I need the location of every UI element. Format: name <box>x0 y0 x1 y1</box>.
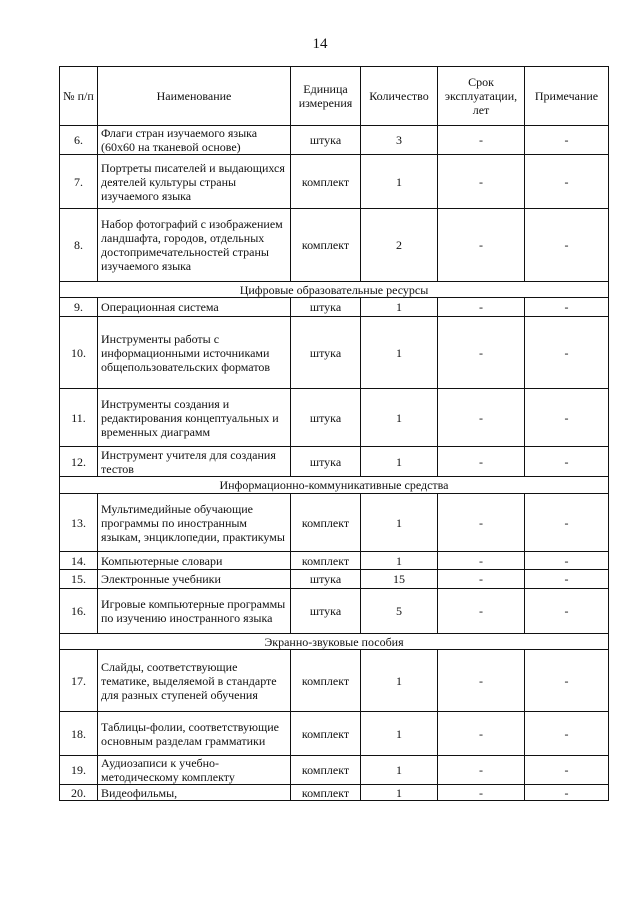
table-row <box>60 155 609 209</box>
cell-note: - <box>525 126 609 155</box>
cell-name: Мультимедийные обучающие программы по иностранным языкам, энциклопедии, практикумы <box>98 494 291 552</box>
cell-name: Операционная система <box>98 298 291 317</box>
cell-note: - <box>525 552 609 570</box>
cell-qty: 1 <box>361 155 438 209</box>
cell-qty: 1 <box>361 389 438 447</box>
cell-num: 16. <box>60 589 98 634</box>
table-row <box>60 126 609 155</box>
cell-note: - <box>525 756 609 785</box>
cell-life: - <box>438 785 525 801</box>
cell-num: 12. <box>60 447 98 477</box>
table-body <box>60 126 609 801</box>
header-qty: Количество <box>361 67 438 126</box>
cell-qty: 1 <box>361 650 438 712</box>
section-title: Информационно-коммуникативные средства <box>60 477 609 494</box>
cell-life: - <box>438 589 525 634</box>
cell-unit: штука <box>291 589 361 634</box>
table-row <box>60 570 609 589</box>
cell-note: - <box>525 494 609 552</box>
cell-life: - <box>438 712 525 756</box>
header-life: Срок эксплуатации, лет <box>438 67 525 126</box>
cell-unit: комплект <box>291 155 361 209</box>
cell-unit: штука <box>291 447 361 477</box>
cell-qty: 5 <box>361 589 438 634</box>
cell-num: 19. <box>60 756 98 785</box>
cell-qty: 1 <box>361 552 438 570</box>
cell-unit: штука <box>291 126 361 155</box>
header-unit: Единица измерения <box>291 67 361 126</box>
table-row <box>60 298 609 317</box>
cell-name: Портреты писателей и выдающихся деятелей культуры страны изучаемого языка <box>98 155 291 209</box>
cell-name: Инструменты работы с информационными источниками общепользовательских форматов <box>98 317 291 389</box>
cell-note: - <box>525 447 609 477</box>
cell-qty: 1 <box>361 494 438 552</box>
cell-note: - <box>525 650 609 712</box>
cell-name: Флаги стран изучаемого языка (60х60 на тканевой основе) <box>98 126 291 155</box>
cell-unit: штука <box>291 389 361 447</box>
table-row <box>60 447 609 477</box>
table-row <box>60 389 609 447</box>
cell-qty: 1 <box>361 756 438 785</box>
equipment-table <box>59 66 609 801</box>
cell-life: - <box>438 756 525 785</box>
cell-qty: 1 <box>361 447 438 477</box>
cell-unit: комплект <box>291 785 361 801</box>
cell-life: - <box>438 126 525 155</box>
cell-unit: штука <box>291 317 361 389</box>
cell-num: 11. <box>60 389 98 447</box>
cell-note: - <box>525 155 609 209</box>
table-row <box>60 494 609 552</box>
cell-num: 9. <box>60 298 98 317</box>
section-row <box>60 477 609 494</box>
cell-name: Слайды, соответствующие тематике, выделяемой в стандарте для разных ступеней обучения <box>98 650 291 712</box>
cell-name: Таблицы-фолии, соответствующие основным разделам грамматики <box>98 712 291 756</box>
section-title: Цифровые образовательные ресурсы <box>60 282 609 298</box>
cell-note: - <box>525 298 609 317</box>
cell-unit: комплект <box>291 650 361 712</box>
cell-life: - <box>438 317 525 389</box>
cell-unit: комплект <box>291 756 361 785</box>
cell-unit: комплект <box>291 209 361 282</box>
cell-life: - <box>438 155 525 209</box>
table-row <box>60 552 609 570</box>
table-row <box>60 209 609 282</box>
cell-num: 13. <box>60 494 98 552</box>
cell-qty: 1 <box>361 298 438 317</box>
cell-qty: 1 <box>361 712 438 756</box>
cell-note: - <box>525 570 609 589</box>
cell-num: 18. <box>60 712 98 756</box>
cell-note: - <box>525 317 609 389</box>
table-row <box>60 712 609 756</box>
cell-note: - <box>525 389 609 447</box>
cell-num: 15. <box>60 570 98 589</box>
cell-qty: 15 <box>361 570 438 589</box>
cell-note: - <box>525 785 609 801</box>
table-row <box>60 785 609 801</box>
cell-num: 8. <box>60 209 98 282</box>
section-row <box>60 634 609 650</box>
table-row <box>60 650 609 712</box>
cell-qty: 3 <box>361 126 438 155</box>
cell-name: Аудиозаписи к учебно-методическому комплекту <box>98 756 291 785</box>
header-name: Наименование <box>98 67 291 126</box>
header-row <box>60 67 609 126</box>
cell-name: Инструменты создания и редактирования концептуальных и временных диаграмм <box>98 389 291 447</box>
cell-unit: комплект <box>291 494 361 552</box>
cell-note: - <box>525 712 609 756</box>
cell-life: - <box>438 447 525 477</box>
cell-life: - <box>438 552 525 570</box>
cell-life: - <box>438 570 525 589</box>
page-number: 14 <box>312 36 328 52</box>
header-note: Примечание <box>525 67 609 126</box>
cell-name: Игровые компьютерные программы по изучению иностранного языка <box>98 589 291 634</box>
section-row <box>60 282 609 298</box>
cell-name: Компьютерные словари <box>98 552 291 570</box>
cell-name: Видеофильмы, <box>98 785 291 801</box>
cell-note: - <box>525 209 609 282</box>
cell-life: - <box>438 389 525 447</box>
cell-num: 14. <box>60 552 98 570</box>
cell-name: Инструмент учителя для создания тестов <box>98 447 291 477</box>
table-row <box>60 756 609 785</box>
cell-life: - <box>438 650 525 712</box>
table-row <box>60 317 609 389</box>
cell-num: 10. <box>60 317 98 389</box>
cell-name: Набор фотографий с изображением ландшафта, городов, отдельных достопримечательностей страны изучаемого языка <box>98 209 291 282</box>
cell-qty: 2 <box>361 209 438 282</box>
cell-life: - <box>438 298 525 317</box>
cell-note: - <box>525 589 609 634</box>
cell-num: 6. <box>60 126 98 155</box>
cell-life: - <box>438 209 525 282</box>
cell-qty: 1 <box>361 317 438 389</box>
section-title: Экранно-звуковые пособия <box>60 634 609 650</box>
cell-name: Электронные учебники <box>98 570 291 589</box>
cell-num: 7. <box>60 155 98 209</box>
cell-unit: штука <box>291 570 361 589</box>
table-row <box>60 589 609 634</box>
cell-num: 20. <box>60 785 98 801</box>
cell-unit: комплект <box>291 552 361 570</box>
cell-qty: 1 <box>361 785 438 801</box>
cell-unit: штука <box>291 298 361 317</box>
cell-unit: комплект <box>291 712 361 756</box>
cell-life: - <box>438 494 525 552</box>
header-num: № п/п <box>60 67 98 126</box>
cell-num: 17. <box>60 650 98 712</box>
